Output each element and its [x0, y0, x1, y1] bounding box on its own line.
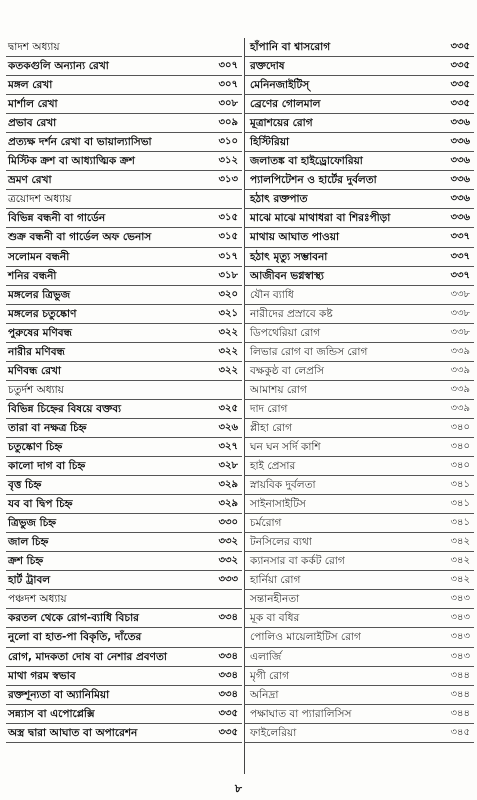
- chapter-heading: [6, 590, 242, 609]
- toc-entry: [6, 514, 242, 533]
- entry-page-number: ৩৪২: [450, 555, 470, 567]
- entry-page-number: ৩১০: [218, 136, 238, 148]
- toc-entry: [244, 571, 474, 590]
- entry-title: হাই প্রেসার: [250, 460, 296, 473]
- entry-title: নারীদের প্রস্রাবে কষ্ট: [250, 307, 333, 320]
- entry-page-number: ৩৩২: [218, 536, 238, 548]
- toc-entry: [6, 648, 242, 667]
- toc-entry: [244, 190, 474, 209]
- entry-title: মণিবন্ধ রেখা: [8, 364, 61, 377]
- entry-page-number: ৩২২: [218, 326, 238, 338]
- toc-entry: [244, 628, 474, 647]
- toc-entry: [6, 228, 242, 247]
- toc-entry: [244, 76, 474, 95]
- entry-page-number: ৩৪৩: [450, 612, 470, 624]
- entry-page-number: ৩৩৬: [450, 117, 470, 129]
- toc-entry: [244, 209, 474, 228]
- entry-page-number: ৩১৩: [218, 174, 238, 186]
- toc-entry: [244, 533, 474, 552]
- toc-entry: [244, 38, 474, 57]
- entry-title: জাল চিহ্ন: [8, 536, 49, 549]
- entry-title: মেনিনজাইটিস্: [250, 79, 310, 92]
- entry-title: রক্তশূন্যতা বা অ্যানিমিয়া: [8, 688, 110, 701]
- entry-page-number: ৩৩৪: [218, 612, 238, 624]
- entry-title: বিভিন্ন বন্ধনী বা গার্ডেন: [8, 212, 106, 225]
- entry-page-number: ৩৩৫: [218, 726, 238, 738]
- entry-page-number: ৩২১: [218, 307, 238, 319]
- entry-page-number: ৩০৭: [218, 79, 238, 91]
- entry-page-number: ৩৪৪: [450, 669, 470, 681]
- entry-page-number: ৩৩২: [218, 555, 238, 567]
- entry-title: মূত্রাশয়ের রোগ: [250, 117, 313, 130]
- entry-title: মিস্টিক ক্রশ বা আধ্যাত্মিক ক্রশ: [8, 155, 135, 168]
- entry-page-number: ৩৪৪: [450, 688, 470, 700]
- entry-page-number: ৩৩৫: [450, 60, 470, 72]
- toc-entry: [244, 476, 474, 495]
- entry-title: করতল থেকে রোগ-ব্যাধি বিচার: [8, 612, 139, 625]
- toc-entry: [6, 343, 242, 362]
- entry-page-number: ৩৩৭: [450, 269, 470, 281]
- entry-title: হার্নিয়া রোগ: [250, 574, 301, 587]
- toc-entry: [244, 457, 474, 476]
- entry-page-number: ৩১৭: [218, 250, 238, 262]
- entry-page-number: ৩৩৭: [450, 250, 470, 262]
- entry-title: মঙ্গল রেখা: [8, 79, 53, 92]
- entry-title: চর্মরোগ: [250, 517, 282, 530]
- toc-entry: [6, 324, 242, 343]
- toc-entry: [244, 648, 474, 667]
- toc-entry: [6, 686, 242, 705]
- toc-entry: [6, 552, 242, 571]
- entry-page-number: ৩৩৬: [450, 136, 470, 148]
- entry-page-number: ৩২৮: [218, 460, 238, 472]
- entry-page-number: ৩৪১: [450, 517, 470, 529]
- entry-page-number: ৩৩৬: [450, 155, 470, 167]
- toc-entry: [244, 362, 474, 381]
- entry-title: ঘন ঘন সর্দি কাশি: [250, 440, 321, 453]
- toc-entry: [6, 57, 242, 76]
- toc-entry: [6, 419, 242, 438]
- entry-title: ত্রিভুজ চিহ্ন: [8, 517, 57, 530]
- entry-title: ভ্রমণ রেখা: [8, 174, 52, 187]
- entry-page-number: ৩৩৬: [450, 193, 470, 205]
- entry-page-number: ৩৩৩: [218, 574, 238, 586]
- entry-title: অনিদ্রা: [250, 688, 279, 701]
- entry-page-number: ৩২৭: [218, 440, 238, 452]
- entry-title: সন্তানহীনতা: [250, 593, 300, 606]
- entry-title: প্লীহা রোগ: [250, 421, 293, 434]
- toc-entry: [6, 362, 242, 381]
- toc-entry: [6, 114, 242, 133]
- toc-entry: [244, 686, 474, 705]
- entry-page-number: ৩৩৪: [218, 650, 238, 662]
- entry-page-number: ৩১৫: [218, 212, 238, 224]
- entry-page-number: ৩৩৯: [450, 383, 470, 395]
- toc-entry: [6, 667, 242, 686]
- toc-entry: [244, 133, 474, 152]
- entry-page-number: ৩৩৮: [450, 326, 470, 338]
- entry-title: পোলিও মায়েলাইটিস রোগ: [250, 631, 361, 644]
- toc-entry: [6, 705, 242, 724]
- toc-entry: [6, 457, 242, 476]
- entry-title: ব্রেণের গোলমাল: [250, 98, 321, 111]
- entry-page-number: ৩২৫: [218, 402, 238, 414]
- entry-page-number: ৩২০: [218, 288, 238, 300]
- entry-page-number: ৩৩৫: [450, 79, 470, 91]
- toc-entry: [6, 724, 242, 743]
- toc-entry: [244, 514, 474, 533]
- entry-page-number: ৩৪০: [450, 440, 470, 452]
- entry-title: টনসিলের ব্যথা: [250, 536, 312, 549]
- entry-title: মঙ্গলের ত্রিভুজ: [8, 288, 71, 301]
- entry-page-number: ৩৩৯: [450, 364, 470, 376]
- entry-page-number: ৩৪০: [450, 421, 470, 433]
- entry-title: চতুষ্কোণ চিহ্ন: [8, 440, 63, 453]
- entry-title: শুক্র বন্ধনী বা গার্ডেল অফ ভেনাস: [8, 231, 152, 244]
- toc-entry: [244, 552, 474, 571]
- entry-title: হার্ট ট্রাবল: [8, 574, 51, 587]
- entry-title: শনির বন্ধনী: [8, 269, 57, 282]
- toc-entry: [6, 248, 242, 267]
- entry-title: অস্ত্র দ্বারা আঘাত বা অপারেশন: [8, 726, 138, 739]
- entry-title: হঠাৎ মৃত্যু সম্ভাবনা: [250, 250, 328, 263]
- entry-title: বক্ষকুষ্ঠ বা লেপ্রসি: [250, 364, 324, 377]
- entry-title: স্নায়বিক দুর্বলতা: [250, 479, 316, 492]
- toc-entry: [6, 571, 242, 590]
- page-number: ৮: [234, 782, 243, 795]
- entry-title: কতকগুলি অন্যান্য রেখা: [8, 60, 109, 73]
- entry-page-number: ৩৩৫: [450, 98, 470, 110]
- entry-title: নুলো বা হাত-পা বিকৃতি, দাঁতের: [8, 631, 142, 644]
- entry-page-number: ৩৪২: [450, 574, 470, 586]
- entry-title: রোগ, মাদকতা দোষ বা নেশার প্রবণতা: [8, 650, 167, 663]
- entry-page-number: ৩৩৮: [450, 307, 470, 319]
- entry-page-number: ৩২২: [218, 364, 238, 376]
- toc-entry: [6, 305, 242, 324]
- entry-page-number: ৩৩৫: [218, 707, 238, 719]
- entry-title: ক্রশ চিহ্ন: [8, 555, 44, 568]
- entry-page-number: ৩২৬: [218, 421, 238, 433]
- chapter-heading: [6, 381, 242, 400]
- toc-entry: [244, 495, 474, 514]
- entry-title: ফাইলেরিয়া: [250, 726, 297, 739]
- entry-title: মূক বা বধির: [250, 612, 300, 625]
- entry-page-number: ৩৪৪: [450, 707, 470, 719]
- toc-right-column: [244, 38, 474, 743]
- entry-title: এলার্জি: [250, 650, 282, 663]
- entry-page-number: ৩৩৫: [450, 41, 470, 52]
- toc-entry: [244, 152, 474, 171]
- entry-title: তারা বা নক্ষত্র চিহ্ন: [8, 421, 87, 434]
- toc-entry: [6, 76, 242, 95]
- entry-title: মাথা গরম স্বভাব: [8, 669, 76, 682]
- entry-page-number: ৩২৯: [218, 498, 238, 510]
- entry-page-number: ৩১৫: [218, 231, 238, 243]
- toc-entry: [244, 228, 474, 247]
- toc-entry: [6, 209, 242, 228]
- entry-title: রক্তদোষ: [250, 60, 285, 73]
- entry-page-number: ৩২২: [218, 345, 238, 357]
- toc-entry: [6, 267, 242, 286]
- toc-entry: [244, 419, 474, 438]
- entry-page-number: ৩১৮: [218, 269, 238, 281]
- entry-page-number: ৩৩৭: [450, 231, 470, 243]
- entry-page-number: ৩০৯: [218, 117, 238, 129]
- entry-title: আমাশয় রোগ: [250, 383, 307, 396]
- chapter-heading: [6, 190, 242, 209]
- toc-entry: [6, 533, 242, 552]
- chapter-heading: [6, 38, 242, 57]
- entry-title: জলাতঙ্ক বা হাইড্রোফোরিয়া: [250, 155, 363, 168]
- entry-page-number: ৩৩৪: [218, 669, 238, 681]
- entry-page-number: ৩৪২: [450, 536, 470, 548]
- entry-title: হঠাৎ রক্তপাত: [250, 193, 308, 206]
- entry-title: প্রত্যক্ষ দর্শন রেখা বা ভায়াল্যাসিভা: [8, 136, 152, 149]
- entry-page-number: ৩০৭: [218, 60, 238, 72]
- toc-entry: [244, 705, 474, 724]
- entry-title: মঙ্গলের চতুষ্কোণ: [8, 307, 77, 320]
- toc-entry: [244, 57, 474, 76]
- entry-page-number: ৩৩৯: [450, 345, 470, 357]
- entry-page-number: ৩৪১: [450, 498, 470, 510]
- entry-page-number: ৩৩৬: [450, 174, 470, 186]
- toc-entry: [244, 95, 474, 114]
- toc-entry: [244, 381, 474, 400]
- toc-entry: [244, 609, 474, 628]
- entry-page-number: ৩৪৩: [450, 631, 470, 643]
- entry-title: যব বা দ্বিপ চিহ্ন: [8, 498, 73, 511]
- entry-title: হাঁপানি বা শ্বাসরোগ: [250, 41, 331, 53]
- toc-entry: [6, 609, 242, 628]
- toc-entry: [244, 114, 474, 133]
- entry-page-number: ৩৩৯: [450, 402, 470, 414]
- toc-entry: [6, 438, 242, 457]
- entry-page-number: ৩৩৬: [450, 212, 470, 224]
- entry-title: মৃগী রোগ: [250, 669, 290, 682]
- entry-title: মাঝে মাঝে মাথাধরা বা শিরঃপীড়া: [250, 212, 391, 225]
- entry-page-number: ৩৩৪: [218, 688, 238, 700]
- toc-entry: [244, 248, 474, 267]
- entry-page-number: ৩৪১: [450, 479, 470, 491]
- toc-entry: [6, 152, 242, 171]
- entry-title: দ্বাদশ অধ্যায়: [8, 41, 60, 53]
- entry-page-number: ৩৩৮: [450, 288, 470, 300]
- entry-title: আজীবন ভগ্নস্বাস্থ্য: [250, 269, 324, 282]
- entry-page-number: ৩৩০: [218, 517, 238, 529]
- toc-entry: [6, 133, 242, 152]
- entry-title: নারীর মণিবন্ধ: [8, 345, 65, 358]
- entry-title: মাথায় আঘাত পাওয়া: [250, 231, 340, 244]
- entry-title: চতুর্দশ অধ্যায়: [8, 383, 64, 396]
- entry-page-number: ৩৪০: [450, 460, 470, 472]
- toc-entry: [244, 324, 474, 343]
- entry-page-number: ৩১২: [218, 155, 238, 167]
- entry-title: পঞ্চদশ অধ্যায়: [8, 593, 67, 606]
- toc-entry: [6, 171, 242, 190]
- entry-title: সলোমন বন্ধনী: [8, 250, 70, 263]
- toc-entry: [244, 343, 474, 362]
- entry-title: দাদ রোগ: [250, 402, 288, 415]
- toc-entry: [244, 267, 474, 286]
- entry-title: কালো দাগ বা চিহ্ন: [8, 460, 86, 473]
- toc-entry: [6, 628, 242, 647]
- entry-page-number: ৩৪৫: [450, 726, 470, 738]
- entry-page-number: ৩৪৩: [450, 593, 470, 605]
- toc-entry: [244, 438, 474, 457]
- entry-title: প্যালপিটেশন ও হার্টের দুর্বলতা: [250, 174, 377, 187]
- entry-title: মার্শাল রেখা: [8, 98, 58, 111]
- entry-page-number: ৩০৮: [218, 98, 238, 110]
- toc-entry: [244, 667, 474, 686]
- entry-title: পক্ষাঘাত বা প্যারালিসিস: [250, 707, 352, 720]
- toc-entry: [6, 495, 242, 514]
- entry-page-number: ৩৪৩: [450, 650, 470, 662]
- toc-entry: [244, 400, 474, 419]
- entry-title: সাইনাসাইটিস: [250, 498, 306, 511]
- toc-entry: [244, 286, 474, 305]
- entry-title: বিভিন্ন চিহ্নের বিষয়ে বক্তব্য: [8, 402, 122, 415]
- entry-title: যৌন ব্যাধি: [250, 288, 294, 301]
- toc-entry: [6, 476, 242, 495]
- entry-title: প্রভাব রেখা: [8, 117, 57, 130]
- toc-entry: [244, 305, 474, 324]
- entry-title: লিভার রোগ বা জন্ডিস রোগ: [250, 345, 368, 358]
- entry-title: ডিপথেরিয়া রোগ: [250, 326, 321, 339]
- toc-entry: [6, 400, 242, 419]
- entry-title: বৃত্ত চিহ্ন: [8, 479, 42, 492]
- entry-title: ত্রয়োদশ অধ্যায়: [8, 193, 72, 206]
- toc-entry: [6, 95, 242, 114]
- entry-title: পুরুষের মণিবন্ধ: [8, 326, 72, 339]
- toc-entry: [244, 171, 474, 190]
- toc-entry: [244, 724, 474, 743]
- entry-page-number: ৩২৯: [218, 479, 238, 491]
- toc-left-column: [6, 38, 242, 743]
- toc-entry: [6, 286, 242, 305]
- entry-title: সন্ন্যাস বা এপোপ্লেক্সি: [8, 707, 95, 720]
- toc-entry: [244, 590, 474, 609]
- entry-title: ক্যানসার বা কর্কট রোগ: [250, 555, 345, 568]
- entry-title: হিস্টিরিয়া: [250, 136, 290, 149]
